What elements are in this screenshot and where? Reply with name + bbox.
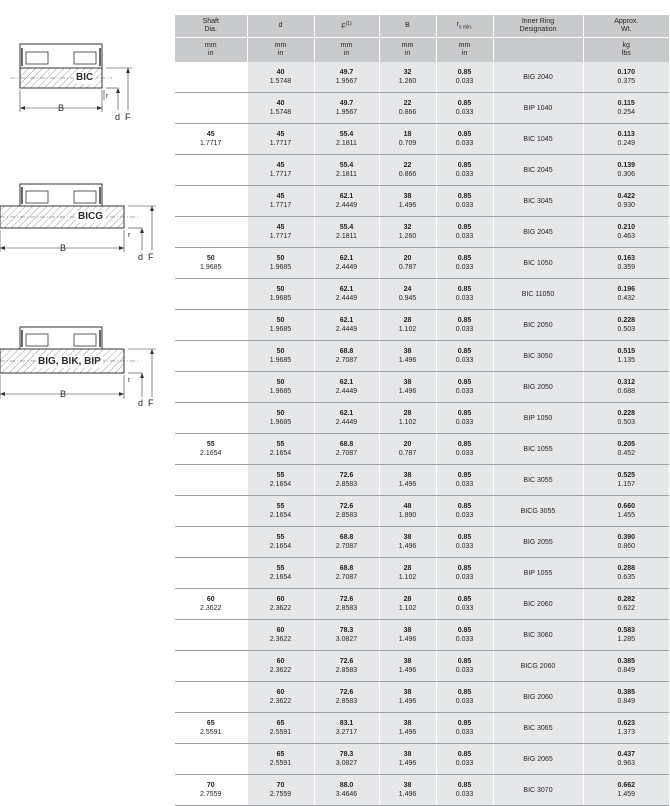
- table-row: [175, 124, 669, 155]
- cell-shaft-dia: [175, 558, 247, 589]
- cell-weight: 0.422 0.930: [583, 186, 669, 217]
- cell-d: 45 1.7717: [247, 155, 314, 186]
- cell-d: 55 2.1654: [247, 496, 314, 527]
- cell-d: 60 2.3622: [247, 589, 314, 620]
- table-row: [175, 403, 669, 434]
- cell-f: 68.8 2.7087: [314, 341, 379, 372]
- cell-designation: BIP 1055: [493, 558, 583, 589]
- table-row: [175, 744, 669, 775]
- cell-d: 65 2.5591: [247, 744, 314, 775]
- cell-weight: 0.385 0.849: [583, 682, 669, 713]
- cell-r-min: 0.85 0.033: [436, 62, 493, 93]
- cell-d: 50 1.9685: [247, 248, 314, 279]
- header-designation: Inner Ring Designation: [493, 15, 583, 38]
- cell-shaft-dia: [175, 465, 247, 496]
- cell-shaft-dia: 45 1.7717: [175, 124, 247, 155]
- cell-shaft-dia: [175, 93, 247, 124]
- cell-d: 55 2.1654: [247, 465, 314, 496]
- cell-r-min: 0.85 0.033: [436, 403, 493, 434]
- diagram-big-label: BIG, BIK, BIP: [38, 356, 101, 367]
- cell-d: 50 1.9685: [247, 310, 314, 341]
- cell-shaft-dia: [175, 403, 247, 434]
- cell-designation: BIC 2045: [493, 155, 583, 186]
- cell-b: 22 0.866: [379, 155, 436, 186]
- cell-b: 20 0.787: [379, 434, 436, 465]
- cell-d: 65 2.5591: [247, 713, 314, 744]
- units-shaft: mm in: [175, 38, 247, 63]
- cell-designation: BIG 2060: [493, 682, 583, 713]
- cell-b: 22 0.866: [379, 93, 436, 124]
- cell-d: 60 2.3622: [247, 682, 314, 713]
- cell-b: 38 1.496: [379, 341, 436, 372]
- diagram-bicg-dim-b: B: [60, 243, 67, 253]
- table-row: [175, 434, 669, 465]
- cell-shaft-dia: [175, 496, 247, 527]
- cell-b: 28 1.102: [379, 589, 436, 620]
- cell-f: 78.3 3.0827: [314, 744, 379, 775]
- cell-b: 38 1.496: [379, 620, 436, 651]
- diagram-big-dim-f: F: [148, 398, 154, 408]
- table-row: [175, 186, 669, 217]
- cell-designation: BIC 3065: [493, 713, 583, 744]
- cell-f: 62.1 2.4449: [314, 248, 379, 279]
- cell-designation: BIG 2040: [493, 62, 583, 93]
- cell-weight: 0.210 0.463: [583, 217, 669, 248]
- cell-b: 48 1.890: [379, 496, 436, 527]
- cell-r-min: 0.85 0.033: [436, 558, 493, 589]
- cell-f: 49.7 1.9567: [314, 62, 379, 93]
- cell-r-min: 0.85 0.033: [436, 527, 493, 558]
- header-row: [175, 15, 669, 38]
- header-f: $F^{(1)}$: [314, 15, 379, 38]
- table-row: [175, 372, 669, 403]
- table-row: [175, 496, 669, 527]
- cell-r-min: 0.85 0.033: [436, 465, 493, 496]
- cell-f: 68.8 2.7087: [314, 527, 379, 558]
- cell-d: 55 2.1654: [247, 558, 314, 589]
- table-row: [175, 589, 669, 620]
- cell-designation: BIC 3070: [493, 775, 583, 806]
- cell-designation: BIP 1050: [493, 403, 583, 434]
- cell-f: 62.1 2.4449: [314, 310, 379, 341]
- diagram-bic-dim-f: F: [125, 112, 131, 122]
- cell-designation: BIP 1040: [493, 93, 583, 124]
- bearing-diagrams: [0, 0, 172, 800]
- cell-r-min: 0.85 0.033: [436, 248, 493, 279]
- diagram-big-dim-b: B: [60, 389, 67, 399]
- table-row: [175, 620, 669, 651]
- cell-b: 38 1.496: [379, 372, 436, 403]
- table-row: [175, 310, 669, 341]
- cell-weight: 0.228 0.503: [583, 403, 669, 434]
- cell-designation: BIG 2045: [493, 217, 583, 248]
- cell-shaft-dia: [175, 217, 247, 248]
- cell-d: 60 2.3622: [247, 620, 314, 651]
- cell-b: 32 1.260: [379, 217, 436, 248]
- cell-weight: 0.288 0.635: [583, 558, 669, 589]
- cell-d: 40 1.5748: [247, 62, 314, 93]
- cell-r-min: 0.85 0.033: [436, 217, 493, 248]
- table-row: [175, 279, 669, 310]
- cell-r-min: 0.85 0.033: [436, 682, 493, 713]
- cell-b: 38 1.496: [379, 713, 436, 744]
- units-b: mm in: [379, 38, 436, 63]
- cell-b: 24 0.945: [379, 279, 436, 310]
- diagram-bic: [0, 40, 140, 125]
- cell-f: 55.4 2.1811: [314, 217, 379, 248]
- cell-weight: 0.170 0.375: [583, 62, 669, 93]
- table-row: [175, 651, 669, 682]
- cell-designation: BIC 3045: [493, 186, 583, 217]
- spec-table-body: [175, 62, 669, 806]
- header-r: $r_{s min.}$: [436, 15, 493, 38]
- cell-f: 72.6 2.8583: [314, 682, 379, 713]
- cell-designation: BIC 2060: [493, 589, 583, 620]
- diagram-big-bik-bip: [0, 325, 160, 410]
- cell-r-min: 0.85 0.033: [436, 434, 493, 465]
- cell-weight: 0.525 1.157: [583, 465, 669, 496]
- cell-shaft-dia: 60 2.3622: [175, 589, 247, 620]
- cell-f: 72.6 2.8583: [314, 651, 379, 682]
- cell-r-min: 0.85 0.033: [436, 124, 493, 155]
- cell-shaft-dia: [175, 279, 247, 310]
- header-weight: Approx. Wt.: [583, 15, 669, 38]
- cell-d: 50 1.9685: [247, 372, 314, 403]
- cell-f: 83.1 3.2717: [314, 713, 379, 744]
- diagram-bicg-dim-f: F: [148, 252, 154, 262]
- cell-b: 20 0.787: [379, 248, 436, 279]
- cell-weight: 0.196 0.432: [583, 279, 669, 310]
- cell-shaft-dia: 65 2.5591: [175, 713, 247, 744]
- cell-f: 62.1 2.4449: [314, 186, 379, 217]
- cell-d: 60 2.3622: [247, 651, 314, 682]
- cell-b: 28 1.102: [379, 558, 436, 589]
- cell-r-min: 0.85 0.033: [436, 310, 493, 341]
- diagram-bic-dim-d: d: [115, 112, 121, 122]
- cell-designation: BIG 2065: [493, 744, 583, 775]
- cell-f: 68.8 2.7087: [314, 434, 379, 465]
- units-row: [175, 38, 669, 63]
- cell-f: 49.7 1.9567: [314, 93, 379, 124]
- cell-shaft-dia: [175, 620, 247, 651]
- table-row: [175, 93, 669, 124]
- cell-b: 28 1.102: [379, 310, 436, 341]
- table-row: [175, 155, 669, 186]
- cell-r-min: 0.85 0.033: [436, 341, 493, 372]
- cell-d: 45 1.7717: [247, 217, 314, 248]
- cell-designation: BIC 1055: [493, 434, 583, 465]
- cell-b: 28 1.102: [379, 403, 436, 434]
- cell-weight: 0.437 0.963: [583, 744, 669, 775]
- header-b: B: [379, 15, 436, 38]
- cell-d: 55 2.1654: [247, 527, 314, 558]
- header-d: d: [247, 15, 314, 38]
- cell-weight: 0.623 1.373: [583, 713, 669, 744]
- cell-shaft-dia: [175, 527, 247, 558]
- cell-d: 45 1.7717: [247, 186, 314, 217]
- cell-r-min: 0.85 0.033: [436, 279, 493, 310]
- cell-d: 40 1.5748: [247, 93, 314, 124]
- cell-f: 55.4 2.1811: [314, 155, 379, 186]
- cell-designation: BICG 2060: [493, 651, 583, 682]
- table-row: [175, 217, 669, 248]
- table-row: [175, 682, 669, 713]
- cell-weight: 0.385 0.849: [583, 651, 669, 682]
- cell-shaft-dia: 50 1.9685: [175, 248, 247, 279]
- cell-b: 38 1.496: [379, 775, 436, 806]
- table-row: [175, 341, 669, 372]
- diagram-big-dim-r: r: [128, 377, 131, 384]
- table-row: [175, 248, 669, 279]
- cell-designation: BIC 1045: [493, 124, 583, 155]
- cell-d: 50 1.9685: [247, 279, 314, 310]
- cell-r-min: 0.85 0.033: [436, 744, 493, 775]
- cell-designation: BICG 3055: [493, 496, 583, 527]
- cell-weight: 0.228 0.503: [583, 310, 669, 341]
- cell-shaft-dia: [175, 62, 247, 93]
- table-row: [175, 465, 669, 496]
- cell-r-min: 0.85 0.033: [436, 155, 493, 186]
- cell-r-min: 0.85 0.033: [436, 496, 493, 527]
- cell-b: 38 1.496: [379, 527, 436, 558]
- cell-f: 88.0 3.4646: [314, 775, 379, 806]
- cell-d: 50 1.9685: [247, 341, 314, 372]
- cell-f: 62.1 2.4449: [314, 279, 379, 310]
- cell-shaft-dia: [175, 651, 247, 682]
- diagram-bicg-dim-d: d: [138, 252, 144, 262]
- cell-designation: BIC 3055: [493, 465, 583, 496]
- inner-ring-spec-table: [175, 15, 669, 806]
- cell-weight: 0.115 0.254: [583, 93, 669, 124]
- diagram-bic-label: BIC: [76, 72, 94, 83]
- cell-shaft-dia: [175, 682, 247, 713]
- cell-f: 72.6 2.8583: [314, 496, 379, 527]
- cell-designation: BIG 2050: [493, 372, 583, 403]
- cell-weight: 0.113 0.249: [583, 124, 669, 155]
- cell-weight: 0.662 1.459: [583, 775, 669, 806]
- cell-f: 62.1 2.4449: [314, 372, 379, 403]
- cell-b: 38 1.496: [379, 186, 436, 217]
- units-f: mm in: [314, 38, 379, 63]
- cell-b: 38 1.496: [379, 744, 436, 775]
- cell-weight: 0.515 1.135: [583, 341, 669, 372]
- diagram-big-dim-d: d: [138, 398, 144, 408]
- cell-shaft-dia: 55 2.1654: [175, 434, 247, 465]
- cell-designation: BIC 1050: [493, 248, 583, 279]
- table-row: [175, 713, 669, 744]
- units-r: mm in: [436, 38, 493, 63]
- cell-f: 72.6 2.8583: [314, 465, 379, 496]
- cell-weight: 0.163 0.359: [583, 248, 669, 279]
- cell-f: 55.4 2.1811: [314, 124, 379, 155]
- diagram-bic-dim-b: B: [58, 103, 65, 113]
- cell-r-min: 0.85 0.033: [436, 620, 493, 651]
- cell-designation: BIC 2050: [493, 310, 583, 341]
- cell-r-min: 0.85 0.033: [436, 372, 493, 403]
- cell-b: 38 1.496: [379, 682, 436, 713]
- cell-d: 70 2.7559: [247, 775, 314, 806]
- cell-weight: 0.312 0.688: [583, 372, 669, 403]
- cell-d: 55 2.1654: [247, 434, 314, 465]
- cell-designation: BIC 3050: [493, 341, 583, 372]
- cell-f: 78.3 3.0827: [314, 620, 379, 651]
- cell-r-min: 0.85 0.033: [436, 589, 493, 620]
- cell-f: 62.1 2.4449: [314, 403, 379, 434]
- cell-weight: 0.282 0.622: [583, 589, 669, 620]
- units-designation: [493, 38, 583, 63]
- table-row: [175, 775, 669, 806]
- cell-shaft-dia: 70 2.7559: [175, 775, 247, 806]
- cell-r-min: 0.85 0.033: [436, 775, 493, 806]
- table-row: [175, 62, 669, 93]
- cell-weight: 0.390 0.860: [583, 527, 669, 558]
- cell-shaft-dia: [175, 155, 247, 186]
- cell-r-min: 0.85 0.033: [436, 651, 493, 682]
- cell-designation: BIC 3060: [493, 620, 583, 651]
- cell-weight: 0.583 1.285: [583, 620, 669, 651]
- cell-b: 38 1.496: [379, 465, 436, 496]
- units-weight: kg lbs: [583, 38, 669, 63]
- cell-r-min: 0.85 0.033: [436, 186, 493, 217]
- cell-shaft-dia: [175, 372, 247, 403]
- cell-designation: BIG 2055: [493, 527, 583, 558]
- cell-f: 68.8 2.7087: [314, 558, 379, 589]
- units-d: mm in: [247, 38, 314, 63]
- cell-r-min: 0.85 0.033: [436, 713, 493, 744]
- cell-shaft-dia: [175, 341, 247, 372]
- diagram-bicg-label: BICG: [78, 211, 103, 222]
- diagram-bic-dim-r: r: [106, 93, 109, 100]
- table-row: [175, 558, 669, 589]
- cell-d: 50 1.9685: [247, 403, 314, 434]
- cell-shaft-dia: [175, 186, 247, 217]
- diagram-bicg: [0, 182, 160, 262]
- cell-f: 72.6 2.8583: [314, 589, 379, 620]
- cell-b: 32 1.260: [379, 62, 436, 93]
- cell-d: 45 1.7717: [247, 124, 314, 155]
- table-row: [175, 527, 669, 558]
- cell-weight: 0.139 0.306: [583, 155, 669, 186]
- cell-shaft-dia: [175, 310, 247, 341]
- cell-weight: 0.205 0.452: [583, 434, 669, 465]
- cell-b: 18 0.709: [379, 124, 436, 155]
- diagram-bicg-dim-r: r: [128, 232, 131, 239]
- cell-b: 38 1.496: [379, 651, 436, 682]
- cell-weight: 0.660 1.455: [583, 496, 669, 527]
- cell-designation: BIC 11050: [493, 279, 583, 310]
- header-shaft: Shaft Dia.: [175, 15, 247, 38]
- cell-shaft-dia: [175, 744, 247, 775]
- cell-r-min: 0.85 0.033: [436, 93, 493, 124]
